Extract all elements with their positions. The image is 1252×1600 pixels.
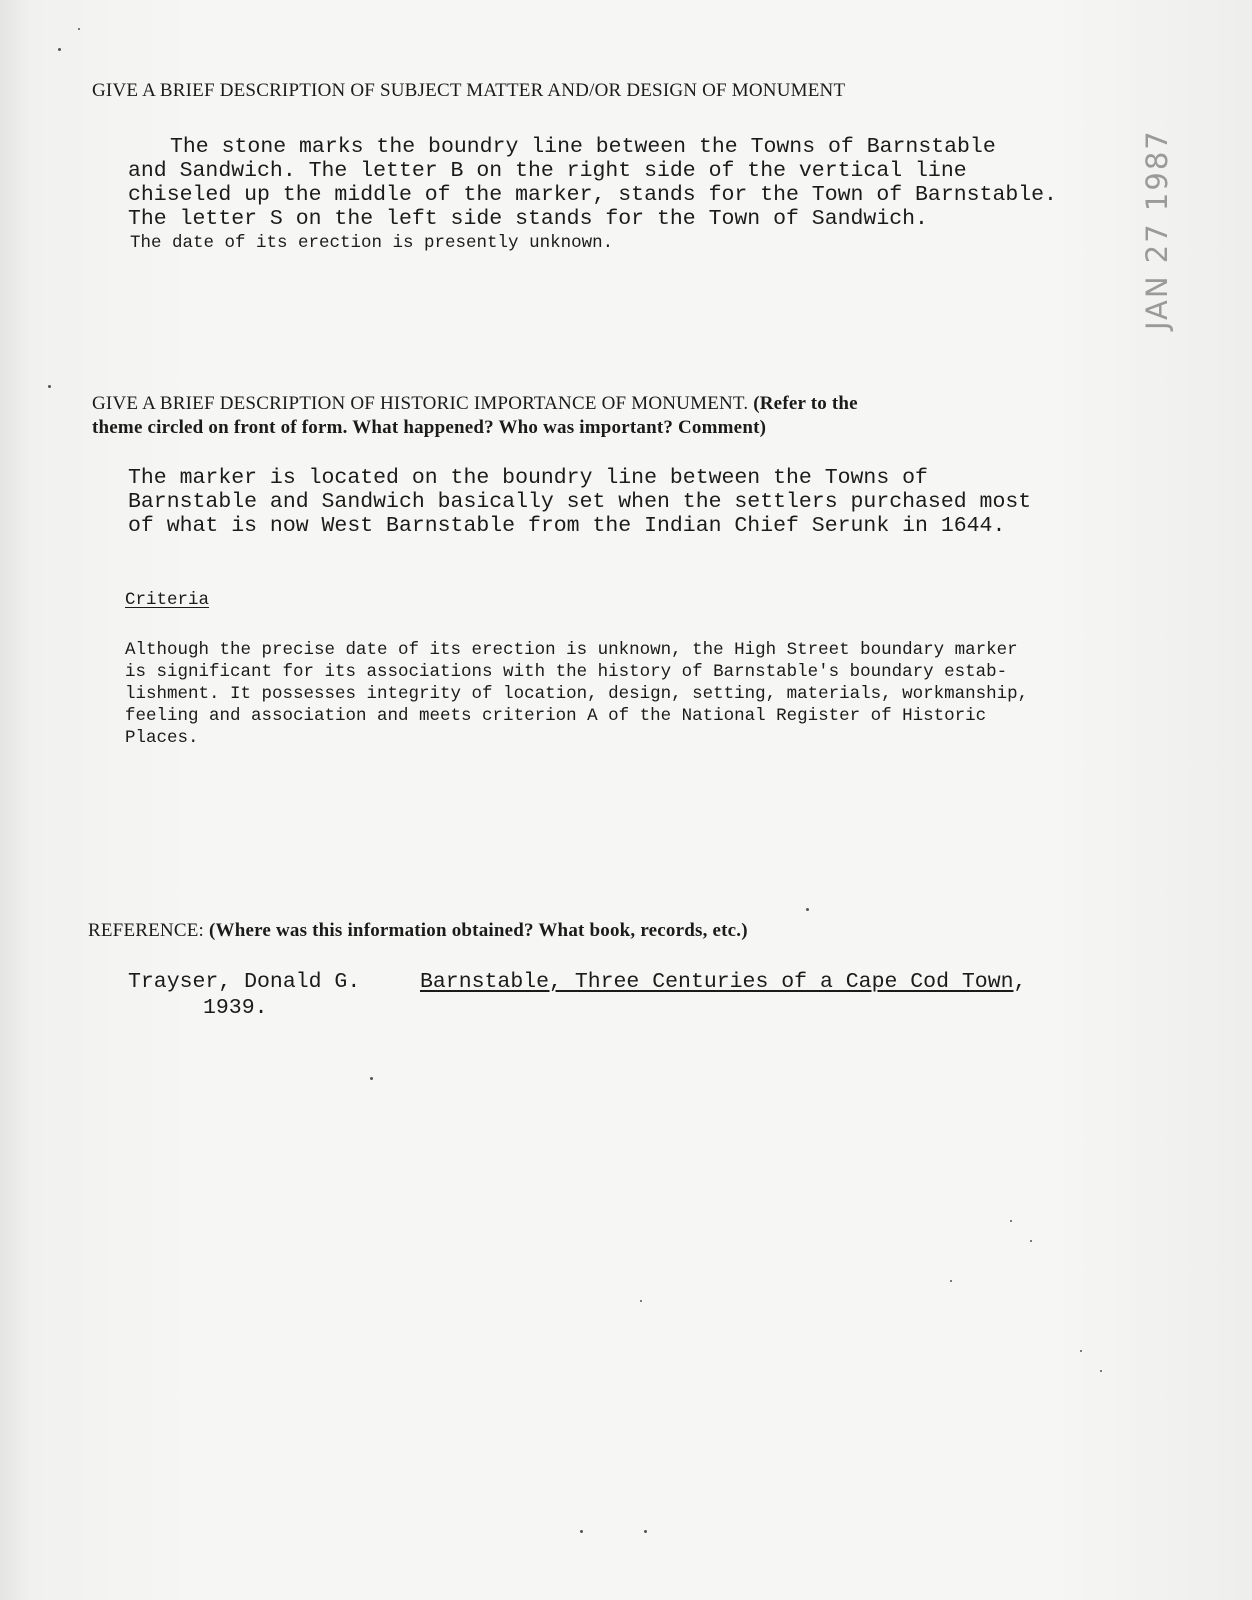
historic-importance-heading: [92, 393, 858, 415]
scan-speck: [1100, 1370, 1102, 1372]
criteria-line-4: feeling and association and meets criterion A of the National Register of Historic: [125, 706, 987, 726]
scan-speck: [48, 385, 51, 388]
subject-matter-heading: GIVE A BRIEF DESCRIPTION OF SUBJECT MATTER AND/OR DESIGN OF MONUMENT: [92, 80, 846, 101]
scan-speck: [580, 1530, 583, 1533]
received-date-stamp: JAN 27 1987: [1140, 129, 1174, 330]
scan-speck: [1080, 1350, 1082, 1352]
criteria-line-1: Although the precise date of its erection is unknown, the High Street boundary marker: [125, 640, 1018, 660]
reference-year: 1939.: [203, 996, 268, 1020]
historic-description-line-3: of what is now West Barnstable from the Indian Chief Serunk in 1644.: [128, 514, 1006, 538]
historic-importance-heading-lead: GIVE A BRIEF DESCRIPTION OF HISTORIC IMPORTANCE OF MONUMENT.: [92, 393, 749, 414]
scan-speck: [806, 908, 809, 911]
reference-title-comma: ,: [1013, 970, 1027, 994]
scan-speck: [640, 1300, 642, 1302]
criteria-line-3: lishment. It possesses integrity of location, design, setting, materials, workmanship,: [125, 684, 1029, 704]
reference-author: Trayser, Donald G.: [128, 970, 361, 994]
reference-heading-lead: REFERENCE:: [88, 920, 205, 941]
reference-heading: [88, 920, 748, 942]
subject-description-line-2: and Sandwich. The letter B on the right side of the vertical line: [128, 159, 967, 183]
subject-description-line-5: The date of its erection is presently unknown.: [130, 233, 614, 253]
historic-description-line-2: Barnstable and Sandwich basically set when the settlers purchased most: [128, 490, 1032, 514]
historic-importance-heading-rest: (Refer to the: [753, 393, 858, 414]
scan-speck: [950, 1280, 952, 1282]
reference-heading-rest: (Where was this information obtained? What book, records, etc.): [208, 920, 748, 941]
subject-description-line-1: The stone marks the boundry line between the Towns of Barnstable: [170, 135, 996, 159]
reference-citation: [420, 970, 1026, 994]
scan-speck: [58, 48, 61, 51]
criteria-line-5: Places.: [125, 728, 199, 748]
scan-speck: [78, 28, 80, 30]
scan-speck: [1010, 1220, 1012, 1222]
historic-description-line-1: The marker is located on the boundry line between the Towns of: [128, 466, 928, 490]
subject-description-line-4: The letter S on the left side stands for the Town of Sandwich.: [128, 207, 928, 231]
criteria-label: Criteria: [125, 590, 210, 610]
scan-speck: [644, 1530, 647, 1533]
scan-speck: [1030, 1240, 1032, 1242]
historic-importance-heading-line-2: theme circled on front of form. What happened? Who was important? Comment): [92, 417, 767, 438]
scan-speck: [370, 1077, 373, 1080]
subject-description-line-3: chiseled up the middle of the marker, stands for the Town of Barnstable.: [128, 183, 1057, 207]
criteria-line-2: is significant for its associations with the history of Barnstable's boundary estab-: [125, 662, 1008, 682]
reference-book-title: Barnstable, Three Centuries of a Cape Cod Town: [420, 970, 1014, 994]
